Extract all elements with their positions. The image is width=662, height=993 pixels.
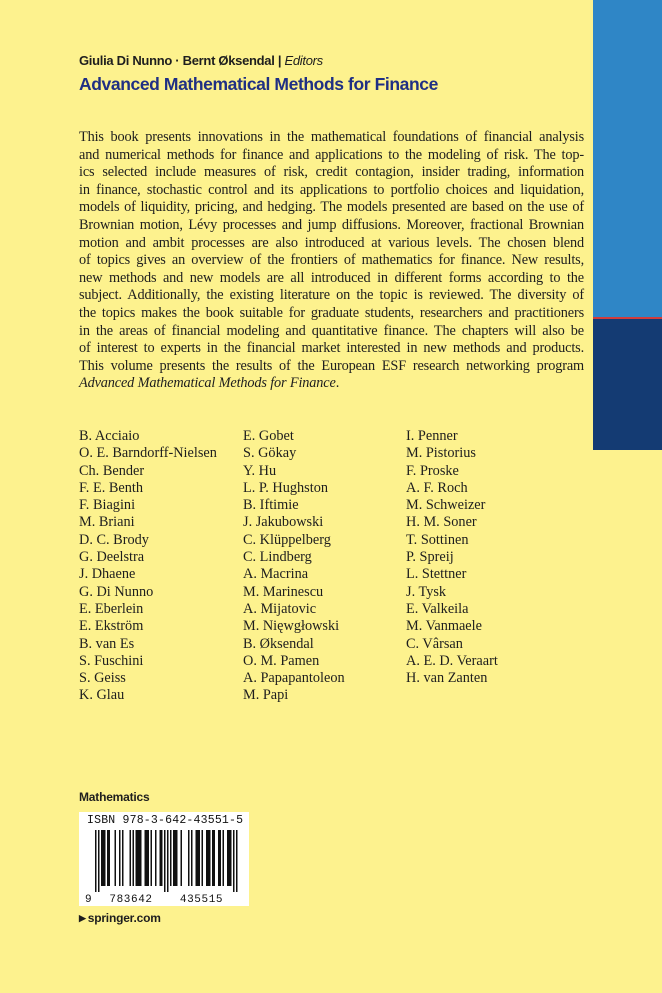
- contributor-name: G. Deelstra: [79, 549, 145, 566]
- book-title: Advanced Mathematical Methods for Finance: [79, 74, 438, 94]
- contributors-column-2: [243, 428, 345, 705]
- description-line: ics selected include measures of risk, credit contagion, insider trading, information: [79, 164, 584, 181]
- description-line: of topics gives an overview of the frontiers of mathematics for finance. New results,: [79, 252, 584, 269]
- contributor-name: K. Glau: [79, 687, 125, 704]
- barcode-bar: [107, 830, 109, 886]
- contributor-name: F. E. Benth: [79, 479, 143, 496]
- description-line: models of liquidity, pricing, and hedging. The models presented are based on the use of: [79, 199, 584, 216]
- description-line: subject. Additionally, the existing literature on the topic is reviewed. The diversity of: [79, 287, 584, 304]
- contributor-name: T. Sottinen: [406, 531, 469, 548]
- contributor-name: M. Papi: [243, 687, 289, 704]
- barcode-bar: [230, 830, 232, 886]
- contributor-name: F. Biagini: [79, 497, 136, 514]
- contributor-name: A. F. Roch: [406, 479, 468, 496]
- contributor-name: L. Stettner: [406, 566, 467, 583]
- description-line: This volume presents the results of the European ESF research networking program: [79, 357, 584, 374]
- contributor-name: S. Fuschini: [79, 652, 144, 669]
- description-line: Brownian motion, Lévy processes and jump diffusions. Moreover, fractional Brownian: [79, 216, 584, 233]
- contributor-name: I. Penner: [406, 428, 458, 444]
- triangle-right-icon: ▶: [79, 913, 86, 923]
- description-line: in finance, stochastic control and its applications to portfolio choices and liquidation,: [79, 181, 584, 198]
- barcode-bar: [160, 830, 162, 886]
- barcode-bar: [139, 830, 141, 886]
- contributor-name: J. Jakubowski: [243, 514, 324, 531]
- contributor-name: B. van Es: [79, 635, 135, 652]
- barcode-bar: [197, 830, 199, 886]
- barcode-bar: [176, 830, 178, 886]
- contributor-name: M. Briani: [79, 514, 135, 531]
- barcode-bar: [188, 830, 190, 886]
- contributor-name: A. Macrina: [243, 566, 309, 583]
- contributors-column-3: [406, 428, 498, 687]
- contributor-name: H. M. Soner: [406, 514, 477, 531]
- barcode-bar: [167, 830, 169, 892]
- barcode-digits-right: 435515: [179, 894, 224, 906]
- description-line: new methods and new models are all introduced in different forms according to the: [79, 269, 584, 286]
- barcode-bar: [130, 830, 132, 886]
- barcode-bar: [151, 830, 153, 886]
- barcode-bar: [137, 830, 139, 886]
- barcode-bar: [175, 830, 177, 886]
- barcode-bar: [140, 830, 142, 886]
- barcode-digits-left: 783642: [109, 894, 153, 906]
- barcode-bar: [227, 830, 229, 886]
- contributor-name: O. E. Barndorff-Nielsen: [79, 445, 217, 462]
- editors-line: [79, 53, 579, 68]
- contributor-name: M. Marinescu: [243, 583, 324, 600]
- contributor-name: M. Schweizer: [406, 497, 486, 514]
- barcode-bar: [173, 830, 175, 886]
- barcode-bar: [220, 830, 222, 886]
- contributor-name: A. Mijatovic: [243, 600, 317, 617]
- strip-navy-band: [593, 319, 662, 450]
- barcode-bar: [164, 830, 166, 892]
- contributor-name: J. Tysk: [406, 583, 447, 600]
- contributor-name: M. Pistorius: [406, 445, 476, 462]
- contributors-column-1: [79, 428, 217, 705]
- program-name: Advanced Mathematical Methods for Finance: [79, 375, 336, 392]
- contributor-name: O. M. Pamen: [243, 652, 320, 669]
- description-line-last: [79, 375, 584, 393]
- barcode-bar: [103, 830, 105, 886]
- barcode-bar: [206, 830, 208, 886]
- barcode-bar: [181, 830, 183, 886]
- contributor-name: L. P. Hughston: [243, 479, 328, 496]
- strip-yellow-band: [593, 450, 662, 993]
- program-name-end: .: [335, 375, 340, 392]
- contributor-name: D. C. Brody: [79, 531, 149, 548]
- subject-category: Mathematics: [79, 790, 150, 804]
- barcode-bar: [191, 830, 193, 886]
- barcode-bar: [208, 830, 210, 886]
- barcode-bar: [229, 830, 231, 886]
- barcode-bar: [145, 830, 147, 886]
- barcode-bar: [161, 830, 163, 886]
- barcode-bar: [122, 830, 124, 886]
- contributor-name: B. Acciaio: [79, 428, 140, 444]
- contributor-name: S. Gökay: [243, 445, 297, 462]
- description-line: This book presents innovations in the mathematical foundations of financial analysis: [79, 129, 584, 145]
- contributor-name: Y. Hu: [243, 462, 277, 479]
- barcode-bar: [146, 830, 148, 886]
- publisher-link[interactable]: [79, 911, 161, 925]
- contributor-name: B. Øksendal: [243, 635, 314, 652]
- contributor-name: Ch. Bender: [79, 462, 145, 479]
- contributor-name: C. Lindberg: [243, 549, 312, 566]
- barcode-bar: [133, 830, 135, 886]
- contributor-name: A. Papapantoleon: [243, 670, 345, 687]
- barcode-bar: [212, 830, 214, 886]
- barcode-bar: [199, 830, 201, 886]
- barcode-bar: [218, 830, 220, 886]
- barcode-bar: [98, 830, 100, 892]
- barcode-bar: [209, 830, 211, 886]
- book-description: [79, 129, 584, 393]
- description-line: motion and ambit processes are also introduced at various levels. The chosen blend: [79, 234, 584, 251]
- editors-role: Editors: [284, 53, 323, 68]
- contributor-name: E. Eberlein: [79, 600, 144, 617]
- barcode-bar: [170, 830, 172, 886]
- contributor-name: E. Valkeila: [406, 600, 469, 617]
- editor-names: Giulia Di Nunno · Bernt Øksendal: [79, 53, 275, 68]
- description-line: the topics makes the book suitable for graduate students, researchers and practitioners: [79, 304, 584, 321]
- contributor-name: H. van Zanten: [406, 670, 488, 687]
- barcode-bar: [223, 830, 225, 886]
- barcode-bar: [109, 830, 111, 886]
- contributor-name: A. E. D. Veraart: [406, 652, 498, 669]
- barcode-bar: [95, 830, 97, 892]
- contributor-name: P. Spreij: [406, 549, 454, 566]
- contributor-name: M. Nięwgłowski: [243, 618, 340, 635]
- contributor-name: C. Vârsan: [406, 635, 463, 652]
- strip-light-blue-band: [593, 0, 662, 317]
- barcode-bar: [155, 830, 157, 886]
- description-line: and numerical methods for finance and applications to the modeling of risk. The top-: [79, 146, 584, 163]
- contributor-name: F. Proske: [406, 462, 459, 479]
- barcode-bar: [196, 830, 198, 886]
- isbn-barcode: [79, 812, 249, 906]
- publisher-url: springer.com: [87, 911, 161, 925]
- barcode-bar: [214, 830, 216, 886]
- barcode-bar: [233, 830, 235, 892]
- barcode-digit-first: 9: [85, 894, 93, 906]
- barcode-bar: [101, 830, 103, 886]
- contributor-name: C. Klüppelberg: [243, 531, 331, 548]
- barcode-bar: [115, 830, 117, 886]
- contributor-name: E. Gobet: [243, 428, 294, 444]
- contributor-name: E. Ekström: [79, 618, 144, 635]
- contributor-name: B. Iftimie: [243, 497, 299, 514]
- contributor-name: M. Vanmaele: [406, 618, 482, 635]
- color-strip: [593, 0, 662, 993]
- barcode-bar: [136, 830, 138, 886]
- description-line: of interest to experts in the financial market interested in new methods and products.: [79, 340, 584, 357]
- contributor-name: G. Di Nunno: [79, 583, 154, 600]
- isbn-label: ISBN 978-3-642-43551-5: [87, 814, 244, 827]
- barcode-bar: [236, 830, 238, 892]
- barcode-bar: [202, 830, 204, 886]
- barcode-bar: [148, 830, 150, 886]
- barcode-bar: [119, 830, 121, 886]
- contributor-name: S. Geiss: [79, 670, 126, 687]
- contributor-name: J. Dhaene: [79, 566, 136, 583]
- barcode-bar: [104, 830, 106, 886]
- editors-divider: |: [277, 53, 282, 68]
- description-line: in the areas of financial modeling and quantitative finance. The chapters will also be: [79, 322, 584, 339]
